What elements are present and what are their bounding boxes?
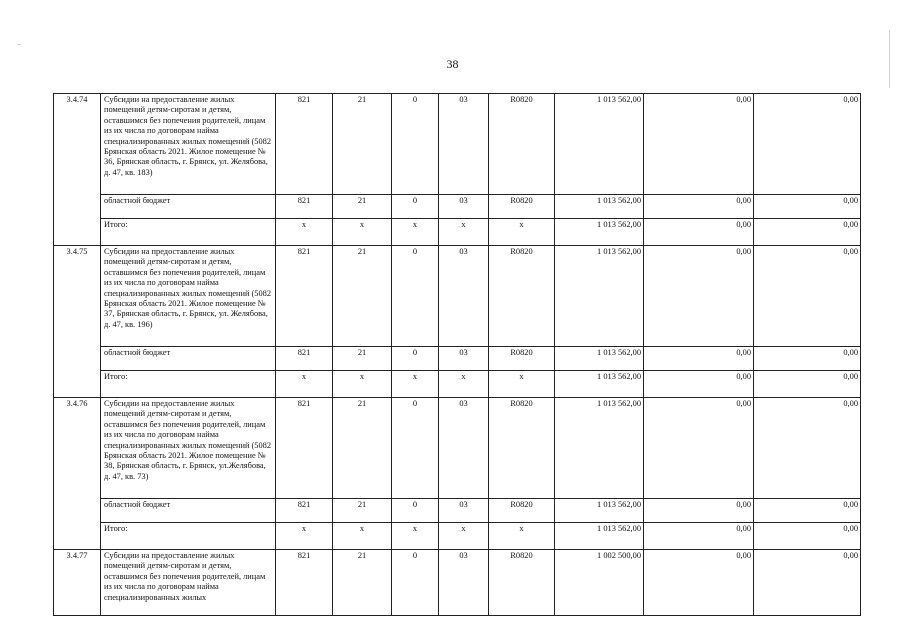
amount-cell: 1 013 562,00 <box>555 371 644 398</box>
amount-cell: 0,00 <box>754 219 861 246</box>
code-cell: 21 <box>333 499 392 523</box>
code-cell: x <box>392 523 439 550</box>
page-number: 38 <box>446 57 459 71</box>
table-row-main <box>54 398 861 499</box>
table-row-budget <box>54 347 861 371</box>
row-description: областной бюджет <box>101 499 276 523</box>
amount-cell: 0,00 <box>644 94 754 195</box>
code-cell: x <box>489 219 555 246</box>
code-cell: x <box>439 371 489 398</box>
table-row-total <box>54 371 861 398</box>
amount-cell: 1 013 562,00 <box>555 499 644 523</box>
amount-cell: 1 013 562,00 <box>555 246 644 347</box>
code-cell: 0 <box>392 398 439 499</box>
amount-cell: 0,00 <box>754 499 861 523</box>
left-margin-tick <box>17 44 21 45</box>
row-description: Субсидии на предоставление жилых помещений детям-сиротам и детям, оставшимся без попечения родителей, лицам из их числа по договорам найма специализированных жилых помещений (5082 Брянская область 2021. Жилое помещение № 37, Брянская область, г. Брянск, ул. Желябова, д. 47, кв. 196) <box>101 246 276 347</box>
code-cell: x <box>439 523 489 550</box>
code-cell: R0820 <box>489 347 555 371</box>
row-description: Итого: <box>101 523 276 550</box>
code-cell: 821 <box>276 246 333 347</box>
row-description: областной бюджет <box>101 195 276 219</box>
code-cell: x <box>489 523 555 550</box>
amount-cell: 0,00 <box>754 94 861 195</box>
code-cell: 21 <box>333 246 392 347</box>
code-cell: 821 <box>276 94 333 195</box>
code-cell: 21 <box>333 398 392 499</box>
row-description: Итого: <box>101 219 276 246</box>
table-row-total <box>54 219 861 246</box>
table-row-main <box>54 246 861 347</box>
amount-cell: 0,00 <box>644 347 754 371</box>
amount-cell: 1 013 562,00 <box>555 398 644 499</box>
amount-cell: 0,00 <box>644 499 754 523</box>
code-cell: 0 <box>392 499 439 523</box>
right-margin-line <box>889 30 890 88</box>
row-description: областной бюджет <box>101 347 276 371</box>
code-cell: 821 <box>276 499 333 523</box>
code-cell: 03 <box>439 246 489 347</box>
table-row-main <box>54 94 861 195</box>
code-cell: x <box>276 371 333 398</box>
row-number: 3.4.74 <box>54 94 101 246</box>
row-description: Субсидии на предоставление жилых помещений детям-сиротам и детям, оставшимся без попечения родителей, лицам из их числа по договорам найма специализированных жилых <box>101 550 276 616</box>
code-cell: x <box>333 523 392 550</box>
amount-cell: 0,00 <box>644 195 754 219</box>
amount-cell: 0,00 <box>754 347 861 371</box>
amount-cell: 0,00 <box>754 523 861 550</box>
code-cell: 821 <box>276 398 333 499</box>
table-row-main <box>54 550 861 616</box>
amount-cell: 0,00 <box>754 398 861 499</box>
code-cell: x <box>392 371 439 398</box>
code-cell: x <box>276 219 333 246</box>
code-cell: 821 <box>276 550 333 616</box>
code-cell: x <box>439 219 489 246</box>
code-cell: 21 <box>333 94 392 195</box>
amount-cell: 0,00 <box>644 219 754 246</box>
code-cell: 03 <box>439 499 489 523</box>
code-cell: 03 <box>439 195 489 219</box>
amount-cell: 0,00 <box>754 195 861 219</box>
code-cell: R0820 <box>489 499 555 523</box>
code-cell: 03 <box>439 347 489 371</box>
code-cell: 0 <box>392 195 439 219</box>
table-row-budget <box>54 499 861 523</box>
amount-cell: 0,00 <box>644 523 754 550</box>
table-row-budget <box>54 195 861 219</box>
row-number: 3.4.76 <box>54 398 101 550</box>
code-cell: 0 <box>392 347 439 371</box>
code-cell: 821 <box>276 195 333 219</box>
code-cell: x <box>333 371 392 398</box>
amount-cell: 0,00 <box>644 550 754 616</box>
row-description: Субсидии на предоставление жилых помещений детям-сиротам и детям, оставшимся без попечения родителей, лицам из их числа по договорам найма специализированных жилых помещений (5082 Брянская область 2021. Жилое помещение № 38, Брянская область, г. Брянск, ул.Желябова, д. 47, кв. 73) <box>101 398 276 499</box>
code-cell: R0820 <box>489 550 555 616</box>
amount-cell: 0,00 <box>754 550 861 616</box>
amount-cell: 1 013 562,00 <box>555 219 644 246</box>
amount-cell: 1 013 562,00 <box>555 195 644 219</box>
code-cell: x <box>276 523 333 550</box>
row-number: 3.4.77 <box>54 550 101 616</box>
amount-cell: 1 013 562,00 <box>555 94 644 195</box>
code-cell: R0820 <box>489 246 555 347</box>
code-cell: 21 <box>333 347 392 371</box>
amount-cell: 0,00 <box>644 246 754 347</box>
code-cell: 03 <box>439 550 489 616</box>
code-cell: x <box>489 371 555 398</box>
code-cell: 21 <box>333 195 392 219</box>
code-cell: 0 <box>392 94 439 195</box>
amount-cell: 1 013 562,00 <box>555 347 644 371</box>
code-cell: 0 <box>392 550 439 616</box>
row-description: Итого: <box>101 371 276 398</box>
row-number: 3.4.75 <box>54 246 101 398</box>
code-cell: x <box>392 219 439 246</box>
amount-cell: 0,00 <box>754 246 861 347</box>
code-cell: 03 <box>439 94 489 195</box>
table-row-total <box>54 523 861 550</box>
code-cell: 21 <box>333 550 392 616</box>
code-cell: x <box>333 219 392 246</box>
amount-cell: 0,00 <box>644 371 754 398</box>
code-cell: R0820 <box>489 398 555 499</box>
code-cell: 03 <box>439 398 489 499</box>
row-description: Субсидии на предоставление жилых помещений детям-сиротам и детям, оставшимся без попечения родителей, лицам из их числа по договорам найма специализированных жилых помещений (5082 Брянская область 2021. Жилое помещение № 36, Брянская область, г. Брянск, ул. Желябова, д. 47, кв. 183) <box>101 94 276 195</box>
code-cell: R0820 <box>489 94 555 195</box>
code-cell: 821 <box>276 347 333 371</box>
code-cell: 0 <box>392 246 439 347</box>
amount-cell: 0,00 <box>644 398 754 499</box>
amount-cell: 0,00 <box>754 371 861 398</box>
amount-cell: 1 013 562,00 <box>555 523 644 550</box>
code-cell: R0820 <box>489 195 555 219</box>
amount-cell: 1 002 500,00 <box>555 550 644 616</box>
subsidy-table <box>53 93 861 616</box>
